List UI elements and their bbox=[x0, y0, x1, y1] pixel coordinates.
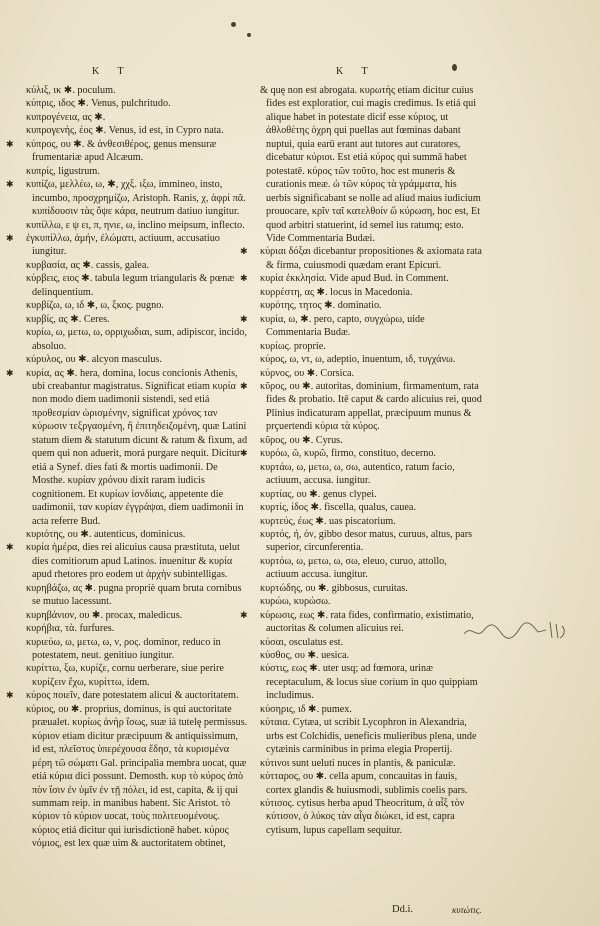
dictionary-entry: κυρήβια, τὰ. furfures. bbox=[26, 623, 115, 635]
ink-blot bbox=[231, 22, 236, 27]
dictionary-entry: κυρβίζω, ω, ιδ ✱, ω, ξκος. pugno. bbox=[26, 300, 164, 312]
left-column bbox=[26, 84, 248, 851]
dictionary-entry: κυρβασία, ας ✱. cassis, galea. bbox=[26, 259, 149, 271]
dictionary-entry: κυπρίς, ligustrum. bbox=[26, 165, 100, 177]
dictionary-entry: ✱ κυρία, ω, ✱. pero, capto, συγχώρω, uide Commentaria Budæ. bbox=[260, 313, 482, 340]
dictionary-entry: ✱ κυρία ἐκκλησία. Vide apud Bud. in Comment. bbox=[260, 272, 482, 285]
dictionary-entry: κύστις, εως ✱. uter usq; ad fœmora, urinæ receptaculum, & locus siue corium in quo quippiam includimus. bbox=[260, 663, 478, 702]
dictionary-entry: κυρηβάνιον, ου ✱. procax, maledicus. bbox=[26, 609, 183, 621]
running-head-right: K T bbox=[336, 66, 376, 77]
catchword: κυτώτις. bbox=[452, 905, 482, 915]
dictionary-entry: ✱ ἐγκυπίλλω, ἀμήν, ἐλώματι, actiuum, accusatiuo iungitur. bbox=[26, 232, 248, 259]
ink-blot bbox=[452, 64, 457, 71]
dictionary-entry: ✱ κύπρος, ου ✱. & ἀνθεσιθέρος, genus mensuræ frumentariæ apud Alcæum. bbox=[26, 138, 248, 165]
dictionary-entry: κυπρογένεια, ας ✱. bbox=[26, 111, 106, 123]
handwritten-annotation bbox=[462, 618, 572, 644]
dictionary-entry: κύσαι, osculatus est. bbox=[260, 636, 344, 648]
dictionary-entry: ✱ κυρία, ας ✱. hera, domina, locus concionis Athenis, ubi creabantur magistratus. Significat etiam κυρία non modo diem uadimonii sistendi, sed etiá προθεσμίαν ὡρισμένην, significat χρόνος ταν κύρωσιν τεξργασμένη, ἢ ἐπιτηδειζομένη, quæ Latini statum diem & statutum dicunt & ratum & fixum, ad quem qui non aduerit, morá purgare nequit. Dicitur etiá a Synef. dies fati & mortis uadimonii. De Mosthe. κυρίαν χρόνου dixit raram iudicis cognitionem. Et κυρίων ἰσνδίαις, appetente die uadimonii, ταν κυρίαν ἐγγράψαι, diem uadimonii in acta referre Bud. bbox=[26, 367, 248, 528]
dictionary-entry: κύτισος. cytisus herba apud Theocritum, ἁ αἶξ τὸν κύτισον, ὁ λύκος τὰν αἶγα διώκει, id est, capra cytisum, lupus capellam sequitur. bbox=[260, 798, 465, 836]
dictionary-entry: κῦρος, ου ✱. Cyrus. bbox=[260, 434, 343, 446]
dictionary-entry: κυρώω, κυρώσω. bbox=[260, 596, 331, 608]
dictionary-entry: κυρτόω, ω, μετω, ω, σω, eleuo, curuo, attollo, actiuum accusa. iungitur. bbox=[260, 555, 447, 581]
dictionary-entry: κυρτεύς, έως ✱. uas piscatorium. bbox=[260, 515, 396, 527]
dictionary-entry: κυπίλλω, ε ψ ει, π, ηνιε, ω, inclino meipsum, inflecto. bbox=[26, 219, 245, 231]
dictionary-entry: κυρτίας, ου ✱. genus clypei. bbox=[260, 488, 377, 500]
dictionary-entry: κυρτίς, ίδος ✱. fiscella, qualus, cauea. bbox=[260, 502, 416, 514]
dictionary-entry: κύρνος, ου ✱. Corsica. bbox=[260, 367, 355, 379]
dictionary-entry: κύτινοι sunt ueluti nuces in plantis, & paniculæ. bbox=[260, 757, 456, 769]
dictionary-entry: ✱ κύρος ποιεῖν, dare potestatem alicui & auctoritatem. bbox=[26, 689, 248, 702]
dictionary-entry: κύρβεις, ειος ✱. tabula legum triangularis & pœnæ delinquentium. bbox=[26, 273, 235, 298]
dictionary-entry: ✱ κυπίζω, μελλέω, ω, ✱, χχξ. ιξω, immineo, insto, incumbo, προσχρημίζω, Aristoph. Ranis, χ, ἀφρί πᾶ. κυπίδουσιν τὰς ὄψε κάρα, neutrum datiuo iungitur. bbox=[26, 178, 248, 218]
dictionary-entry: κύσηρις, ιδ ✱. pumex. bbox=[260, 703, 352, 715]
dictionary-entry: κύριος, ου ✱. proprius, dominus, is qui auctoritate præualet. κυρίως ἀνὴρ ἴσως, suæ iá tutelę permissus. κύριον etiam dicitur præcipuum & antiquissimum, id est, πλεῖστος ὑπερέχουσα ἔδησ, τὰ κυρισμένα μέρη τῶ σώματι Gal. principalia membra uocat, quæ etiá κύρια dici possunt. Demosth. κυρ τὸ κύρος ἀπὸ πὸν ἴσιν ἐν ὑμῖν ἐν τῇ πόλει, id est, capita, & ij qui summam reip. in manibus habent. Sic Aristot. τὸ κύριον τὸ κύριον uocat, τοὺς πολιτευομένους. κύριος etiá dicitur qui iurisdictionē habet. κύρος νόμιος, est lex quæ uim & auctoritatem obtinet, bbox=[26, 703, 248, 850]
dictionary-entry: κύτταρος, ου ✱. cella apum, concauitas in fauis, cortex glandis & huiusmodi, sublimis coelis pars. bbox=[260, 771, 468, 796]
dictionary-entry: κυρηβάζω, ας ✱. pugna propriè quam bruta cornibus se mutuo lacessunt. bbox=[26, 582, 242, 608]
dictionary-entry: κύταια. Cytæa, ut scribit Lycophron in Alexandria, urbs est Colchidis, ueneficis mulieribus plena, unde cytæinis carminibus in prima elegia Propertij. bbox=[260, 717, 477, 756]
dictionary-entry: κυπρογενὴς, έος ✱. Venus, id est, in Cypro nata. bbox=[26, 125, 224, 137]
dictionary-entry: ✱ κύριαι δόξαι dicebantur propositiones & axiomata rata & firma, cuiusmodi quædam erant Epicuri. bbox=[260, 245, 482, 272]
dictionary-entry: κύσθος, ου ✱. uesica. bbox=[260, 650, 350, 662]
dictionary-entry: κυρίττω, ξω, κυρίζε, cornu uerberare, siue perire κυρίζειν ἔχω, κυρίττω, idem. bbox=[26, 663, 224, 688]
running-head-left: K T bbox=[92, 66, 132, 77]
dictionary-entry: κύπρις, ιδος ✱. Venus, pulchritudo. bbox=[26, 98, 171, 110]
dictionary-entry: κυριεύω, ω, μετω, ω, ν, ρος. dominor, reduco in potestatem, neut. genitiuo iungitur. bbox=[26, 636, 221, 662]
dictionary-entry: ✱ κύρωσις, εως ✱. rata fides, confirmatio, existimatio, auctoritas & columen alicuius rei. bbox=[260, 609, 482, 636]
dictionary-entry: κυρτάω, ω, μετω, ω, σω, autentico, ratum facio, actiuum, accusa. iungitur. bbox=[260, 461, 455, 487]
dictionary-entry: κυρίως. proprie. bbox=[260, 340, 326, 352]
ink-blot bbox=[247, 33, 251, 37]
right-column bbox=[260, 84, 482, 837]
dictionary-entry: κυρτώδης, ου ✱. gibbosus, curuitas. bbox=[260, 582, 408, 594]
dictionary-entry: ✱ κῦρος, ου ✱. autoritas, dominium, firmamentum, rata fides & probatio. Itē caput & cardo alicuius rei, quod Plinius indicaturam appellat, præcipuum munus & prçuertendi κύρια τὰ κύρος. bbox=[260, 380, 482, 434]
dictionary-entry: κυριότης, ου ✱. autenticus, dominicus. bbox=[26, 528, 186, 540]
dictionary-entry: κυρτός, ή, όν, gibbo desor matus, curuus, altus, pars superior, circunferentia. bbox=[260, 528, 473, 554]
dictionary-entry: ✱ κυρία ἡμέρα, dies rei alicuius causa præstituta, uelut dies comitiorum apud Latinos. inuenitur & κυρία apud rhetores pro eodem ut ἀρχὴν subintelligas. bbox=[26, 541, 248, 581]
dictionary-entry: κύλιξ, ικ ✱. poculum. bbox=[26, 85, 116, 96]
dictionary-entry: κυρίω, ω, μετω, ω, ορριχωδιαι, sum, adipiscor, incido, absoluo. bbox=[26, 327, 247, 352]
dictionary-entry: κυρρέστη, ας ✱. locus in Macedonia. bbox=[260, 286, 413, 298]
dictionary-entry: ✱ κυρόω, ῶ, κυρῶ, firmo, constituo, decerno. bbox=[260, 447, 482, 460]
dictionary-entry: κυρότης, τητος ✱. dominatio. bbox=[260, 300, 382, 312]
dictionary-entry: κυρβίς, ας ✱. Ceres. bbox=[26, 313, 110, 325]
dictionary-entry: κύρυλος, ου ✱. alcyon masculus. bbox=[26, 354, 162, 366]
dictionary-entry: & quę non est abrogata. κυρωτὴς etiam dicitur cuius fides est exploratior, cui magis credimus. Is etiá qui alique habet in potestate dicif esse κύριος, ut ἀθλοθέτης ὁχρη qui puellas aut fœminas dabant nuptui, quia earū erant aut tutores aut curatores, dicebatur κύριοι. Est etiá κύρος qui summā habet potestatē. κύρος τῶν τοῦτο, hoc est muneris & curationis meæ. ὡ τῶν κύρος τὰ γράμματα, his uerbis significabant se nolle ad aliud maius iudicium prouocare, κρῖν ταῖ κατελθοίν ὥ κύρωση, hoc est, Et quod arbitri statuerint, id semel ius ratumq; esto. Vide Commentaria Budæi. bbox=[260, 85, 481, 244]
dictionary-entry: κύρος, ω, ντ, ω, adeptio, inuentum, ιδ, τυγχάνω. bbox=[260, 354, 456, 366]
signature-mark: Dd.i. bbox=[392, 904, 413, 915]
